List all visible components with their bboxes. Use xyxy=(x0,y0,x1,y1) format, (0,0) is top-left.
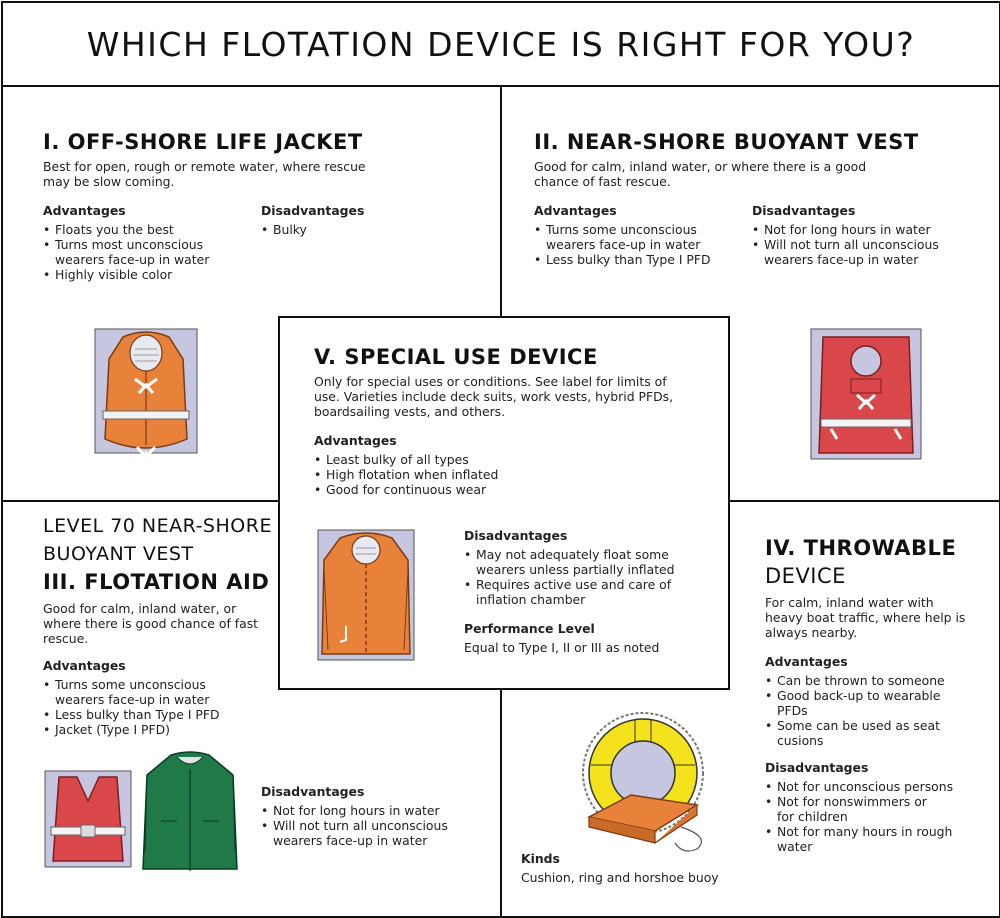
list-item: • Good back-up to wearable PFDs xyxy=(765,688,955,718)
type1-description: Best for open, rough or remote water, where rescue may be slow coming. xyxy=(43,159,366,189)
type3-level-label-1: LEVEL 70 NEAR-SHORE xyxy=(43,515,272,537)
list-item: • Will not turn all unconscious wearers face-up in water xyxy=(261,818,476,848)
type1-panel xyxy=(43,129,483,282)
type2-name: NEAR-SHORE BUOYANT VEST xyxy=(566,130,919,154)
list-item: • Jacket (Type I PFD) xyxy=(43,722,253,737)
type4-number: IV. xyxy=(765,536,796,560)
list-item: • Least bulky of all types xyxy=(314,452,704,467)
type4-name-line1: THROWABLE xyxy=(803,536,957,560)
title-bar xyxy=(3,3,999,87)
list-item: • Not for many hours in rough water xyxy=(765,824,977,854)
type5-number: V. xyxy=(314,345,337,369)
list-item: • Good for continuous wear xyxy=(314,482,704,497)
type4-kinds-text: Cushion, ring and horshoe buoy xyxy=(521,870,719,885)
type5-performance-text: Equal to Type I, II or III as noted xyxy=(464,640,660,655)
list-item: • Not for long hours in water xyxy=(752,222,967,237)
list-item: • Not for nonswimmers or for children xyxy=(765,794,942,824)
type1-disadvantages-label: Disadvantages xyxy=(261,203,365,218)
type5-advantages-label: Advantages xyxy=(314,433,397,448)
type5-disadvantages-label: Disadvantages xyxy=(464,528,568,543)
list-item: • Highly visible color xyxy=(43,267,233,282)
divider-horizontal-right xyxy=(725,500,999,502)
type3-number: III. xyxy=(43,570,77,594)
type3-disadvantages-list xyxy=(261,803,476,848)
type2-panel xyxy=(534,129,974,267)
type2-description: Good for calm, inland water, or where there is a good chance of fast rescue. xyxy=(534,159,867,189)
list-item: • Not for unconscious persons xyxy=(765,779,977,794)
type3-advantages-label: Advantages xyxy=(43,658,126,673)
divider-horizontal-left xyxy=(3,500,279,502)
type3-advantages-list xyxy=(43,677,253,737)
type2-disadvantages-list xyxy=(752,222,967,267)
type1-name: OFF-SHORE LIFE JACKET xyxy=(67,130,363,154)
flotation-aid-vest-illustration xyxy=(45,771,131,867)
type2-title xyxy=(534,129,974,155)
list-item: • Will not turn all unconscious wearers face-up in water xyxy=(752,237,967,267)
type5-description: Only for special uses or conditions. See label for limits of use. Varieties include deck suits, work vests, hybrid PFDs, boardsailing vests, and others. xyxy=(314,374,674,419)
type2-advantages-list xyxy=(534,222,734,267)
divider-vertical-top xyxy=(500,85,502,317)
list-item: • Turns most unconscious wearers face-up in water xyxy=(43,237,233,267)
type3-disadvantages-label: Disadvantages xyxy=(261,784,365,799)
list-item: • Requires active use and care of inflation chamber xyxy=(464,577,692,607)
list-item: • High flotation when inflated xyxy=(314,467,704,482)
special-use-vest-illustration xyxy=(318,530,414,660)
page-title: WHICH FLOTATION DEVICE IS RIGHT FOR YOU? xyxy=(86,24,916,64)
list-item: • Not for long hours in water xyxy=(261,803,476,818)
type2-number: II. xyxy=(534,130,560,154)
type3-level-label-2: BUOYANT VEST xyxy=(43,543,194,565)
list-item: • Floats you the best xyxy=(43,222,233,237)
type5-title xyxy=(314,344,704,370)
type4-title xyxy=(765,535,990,561)
type5-advantages-list xyxy=(314,452,704,497)
list-item: • Less bulky than Type I PFD xyxy=(534,252,734,267)
type4-disadvantages-list xyxy=(765,779,977,854)
type4-kinds-label: Kinds xyxy=(521,851,560,866)
type4-panel xyxy=(765,535,990,854)
type1-advantages-label: Advantages xyxy=(43,203,126,218)
type5-name: SPECIAL USE DEVICE xyxy=(344,345,598,369)
type3-title xyxy=(43,569,293,595)
type4-advantages-list xyxy=(765,673,955,748)
near-shore-vest-illustration xyxy=(811,329,921,459)
list-item: • Turns some unconscious wearers face-up in water xyxy=(43,677,253,707)
type5-performance-label: Performance Level xyxy=(464,621,595,636)
type5-disadvantages-list xyxy=(464,547,692,607)
type1-title xyxy=(43,129,483,155)
flotation-jacket-illustration xyxy=(141,751,239,877)
type5-panel xyxy=(278,316,730,690)
type1-number: I. xyxy=(43,130,60,154)
throwable-ring-buoy-illustration xyxy=(571,709,721,857)
type4-name-line2: DEVICE xyxy=(765,564,846,588)
type2-advantages-label: Advantages xyxy=(534,203,617,218)
list-item: • Bulky xyxy=(261,222,364,237)
type3-description: Good for calm, inland water, or where there is good chance of fast rescue. xyxy=(43,601,259,646)
type3-name: FLOTATION AID xyxy=(84,570,270,594)
type3-panel xyxy=(43,513,293,737)
list-item: • Turns some unconscious wearers face-up in water xyxy=(534,222,734,252)
list-item: • Can be thrown to someone xyxy=(765,673,955,688)
type2-disadvantages-label: Disadvantages xyxy=(752,203,856,218)
list-item: • Some can be used as seat cusions xyxy=(765,718,955,748)
type4-advantages-label: Advantages xyxy=(765,654,848,669)
list-item: • May not adequately float some wearers unless partially inflated xyxy=(464,547,692,577)
type4-disadvantages-label: Disadvantages xyxy=(765,760,869,775)
list-item: • Less bulky than Type I PFD xyxy=(43,707,253,722)
type1-advantages-list xyxy=(43,222,233,282)
divider-vertical-bottom xyxy=(500,686,502,916)
poster-frame xyxy=(1,1,1000,918)
type3-disadvantages xyxy=(261,784,491,848)
offshore-life-jacket-illustration xyxy=(95,329,197,469)
type1-disadvantages-list xyxy=(261,222,364,237)
type4-description: For calm, inland water with heavy boat traffic, where help is always nearby. xyxy=(765,595,966,640)
